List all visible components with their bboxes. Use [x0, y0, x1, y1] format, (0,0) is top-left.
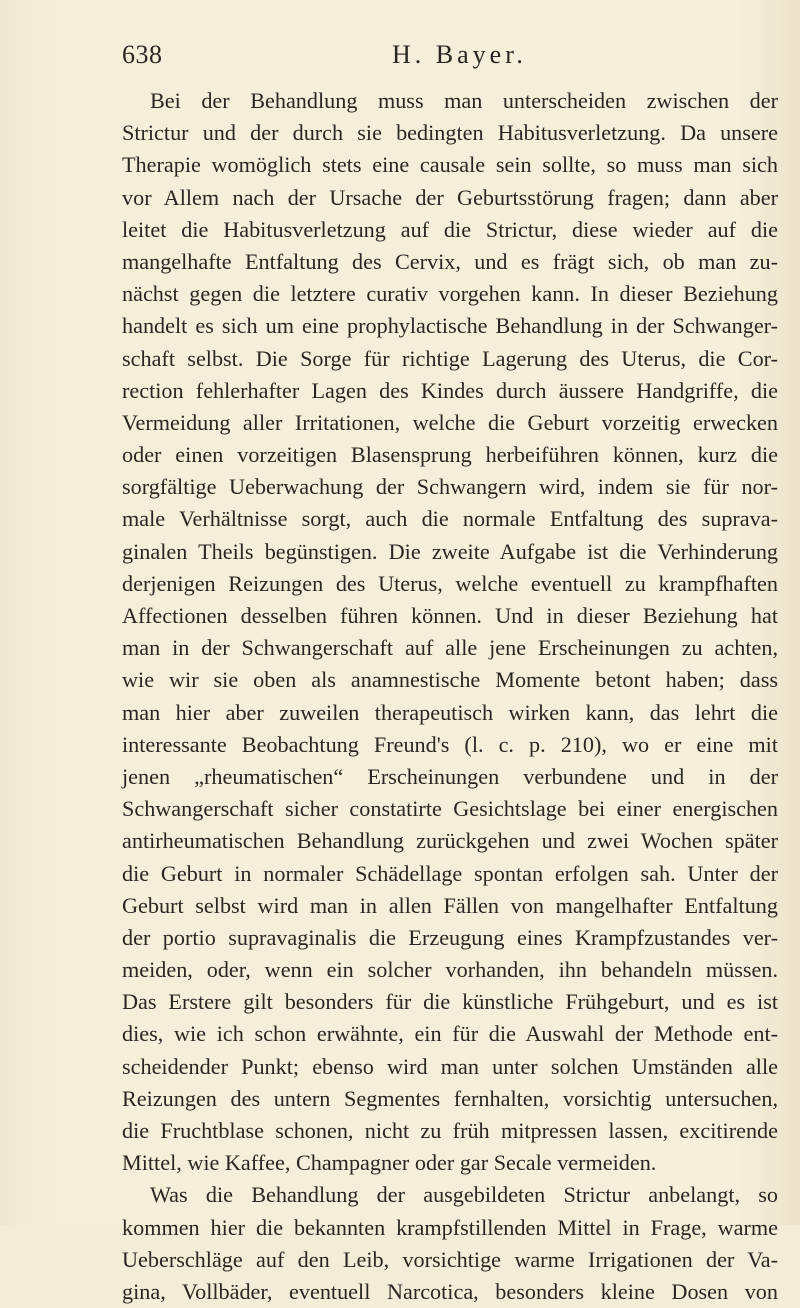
text-line: nächst gegen die letztere curativ vorgehen kann. In dieser Beziehung — [122, 281, 778, 307]
text-line: kommen hier die bekannten krampfstillenden Mittel in Frage, warme — [122, 1214, 778, 1240]
text-line: sorgfältige Ueberwachung der Schwangern wird, indem sie für nor- — [122, 474, 778, 500]
body-text — [122, 85, 778, 1308]
text-line: schaft selbst. Die Sorge für richtige Lagerung des Uterus, die Cor- — [122, 345, 778, 371]
page-header — [0, 40, 800, 80]
text-line: mangelhafte Entfaltung des Cervix, und es frägt sich, ob man zu- — [122, 248, 778, 274]
text-line: Schwangerschaft sicher constatirte Gesichtslage bei einer energischen — [122, 796, 778, 822]
text-line: Affectionen desselben führen können. Und in dieser Beziehung hat — [122, 603, 778, 628]
text-line: der portio supravaginalis die Erzeugung eines Krampfzustandes ver- — [122, 924, 778, 950]
text-line: handelt es sich um eine prophylactische Behandlung in der Schwanger- — [122, 313, 778, 339]
text-line: wie wir sie oben als anamnestische Momente betont haben; dass — [122, 667, 778, 693]
text-line: Geburt selbst wird man in allen Fällen von mangelhafter Entfaltung — [122, 892, 778, 918]
text-line: die Fruchtblase schonen, nicht zu früh mitpressen lassen, excitirende — [122, 1118, 778, 1143]
text-line: rection fehlerhafter Lagen des Kindes durch äussere Handgriffe, die — [122, 377, 778, 403]
text-line: scheidender Punkt; ebenso wird man unter solchen Umständen alle — [122, 1053, 778, 1079]
text-line: leitet die Habitusverletzung auf die Strictur, diese wieder auf die — [122, 216, 778, 242]
text-line: Ueberschläge auf den Leib, vorsichtige warme Irrigationen der Va- — [122, 1246, 778, 1272]
text-line: male Verhältnisse sorgt, auch die normale Entfaltung des suprava- — [122, 506, 778, 532]
text-line: Reizungen des untern Segmentes fernhalten, vorsichtig untersuchen, — [122, 1085, 778, 1111]
text-line: interessante Beobachtung Freund's (l. c. p. 210), wo er eine mit — [122, 731, 778, 757]
text-line: Was die Behandlung der ausgebildeten Strictur anbelangt, so — [150, 1182, 778, 1208]
text-line: ginalen Theils begünstigen. Die zweite Aufgabe ist die Verhinderung — [122, 538, 778, 564]
text-line: jenen „rheumatischen“ Erscheinungen verbundene und in der — [122, 763, 778, 789]
text-line: vor Allem nach der Ursache der Geburtsstörung fragen; dann aber — [122, 184, 778, 210]
running-head: H. Bayer. — [392, 40, 527, 69]
text-line: man hier aber zuweilen therapeutisch wirken kann, das lehrt die — [122, 699, 778, 725]
text-line: Bei der Behandlung muss man unterscheiden zwischen der — [150, 88, 778, 113]
text-line: gina, Vollbäder, eventuell Narcotica, besonders kleine Dosen von — [122, 1278, 778, 1304]
text-line: man in der Schwangerschaft auf alle jene Erscheinungen zu achten, — [122, 635, 778, 661]
text-line: Mittel, wie Kaffee, Champagner oder gar Secale vermeiden. — [122, 1150, 657, 1176]
text-line: die Geburt in normaler Schädellage spontan erfolgen sah. Unter der — [122, 860, 778, 886]
text-line: Vermeidung aller Irritationen, welche die Geburt vorzeitig erwecken — [122, 409, 778, 435]
text-line: Das Erstere gilt besonders für die künstliche Frühgeburt, und es ist — [122, 989, 778, 1015]
page-number: 638 — [122, 40, 163, 69]
text-line: Therapie womöglich stets eine causale sein sollte, so muss man sich — [122, 152, 778, 178]
text-line: derjenigen Reizungen des Uterus, welche eventuell zu krampfhaften — [122, 570, 778, 596]
text-line: dies, wie ich schon erwähnte, ein für die Auswahl der Methode ent- — [122, 1021, 778, 1047]
text-line: antirheumatischen Behandlung zurückgehen und zwei Wochen später — [122, 828, 778, 854]
text-line: oder einen vorzeitigen Blasensprung herbeiführen können, kurz die — [122, 442, 778, 468]
text-line: meiden, oder, wenn ein solcher vorhanden, ihn behandeln müssen. — [122, 957, 778, 983]
text-line: Strictur und der durch sie bedingten Habitusverletzung. Da unsere — [122, 120, 778, 146]
